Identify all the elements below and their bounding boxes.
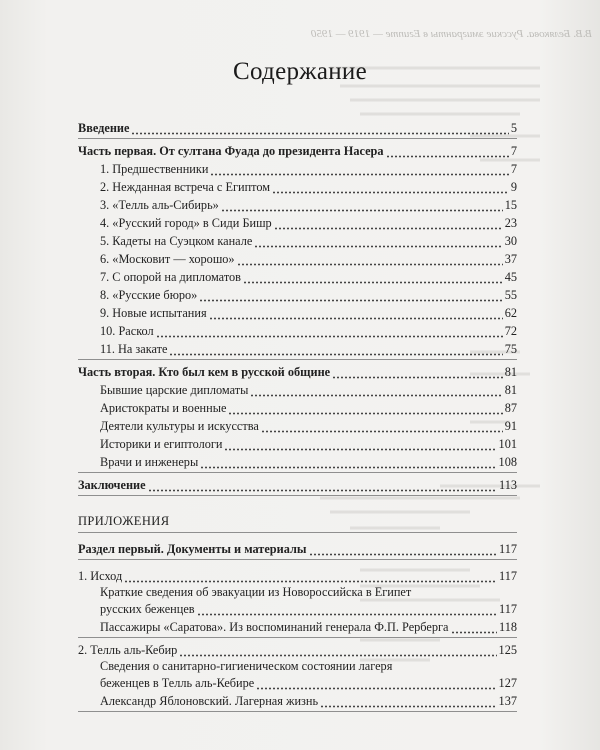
toc-page-number: 72	[504, 324, 517, 338]
toc-page-number: 117	[499, 602, 517, 616]
toc-label: 9. Новые испытания	[100, 306, 207, 320]
toc-page-number: 101	[498, 437, 517, 451]
dot-leader	[200, 458, 496, 469]
dot-leader	[320, 697, 496, 708]
dot-leader	[250, 386, 502, 397]
dot-leader	[224, 440, 496, 451]
toc-entry	[78, 302, 517, 320]
dot-leader	[156, 327, 503, 338]
toc-entry	[78, 320, 517, 338]
toc-label: Часть первая. От султана Фуада до президента Насера	[78, 144, 384, 158]
toc-entry	[78, 266, 517, 284]
toc-entry-intro	[78, 117, 517, 135]
toc-label: Врачи и инженеры	[100, 455, 199, 469]
toc-entry	[78, 397, 517, 415]
toc-page-number: 45	[504, 270, 517, 284]
toc-page-number: 108	[498, 455, 517, 469]
divider	[78, 495, 517, 496]
toc-label: 1. Предшественники	[100, 162, 209, 176]
dot-leader	[261, 422, 503, 433]
toc-page-number: 81	[504, 365, 517, 379]
toc-entry-yablonovsky	[78, 690, 517, 708]
appendix-heading: ПРИЛОЖЕНИЯ	[78, 514, 170, 528]
divider	[78, 711, 517, 712]
toc-page-number: 75	[504, 342, 517, 356]
toc-label: Раздел первый. Документы и материалы	[78, 542, 307, 556]
toc-entry-sanitary	[78, 657, 517, 690]
toc-entry-saratov	[78, 616, 517, 634]
dot-leader	[254, 237, 502, 248]
toc-label: Пассажиры «Саратова». Из воспоминаний генерала Ф.П. Рерберга	[100, 620, 449, 634]
toc-page-number: 5	[510, 121, 517, 135]
divider	[78, 637, 517, 638]
dot-leader	[451, 623, 497, 634]
toc-label-continued: русских беженцев	[100, 602, 195, 616]
toc-entry	[78, 284, 517, 302]
toc-label: Часть вторая. Кто был кем в русской общине	[78, 365, 331, 379]
divider	[78, 559, 517, 560]
divider	[78, 532, 517, 533]
divider	[78, 138, 517, 139]
dot-leader	[124, 572, 497, 583]
dot-leader	[256, 679, 496, 690]
toc-label: Сведения о санитарно-гигиеническом состоянии лагеря	[100, 659, 393, 673]
toc-label: 10. Раскол	[100, 324, 154, 338]
toc-page-number: 117	[499, 569, 517, 583]
toc-page-number: 55	[504, 288, 517, 302]
toc-label: Краткие сведения об эвакуации из Новороссийска в Египет	[100, 585, 412, 599]
dot-leader	[386, 147, 509, 158]
toc-entry	[78, 158, 517, 176]
toc-page-number: 137	[498, 694, 517, 708]
dot-leader	[197, 605, 497, 616]
toc-entry	[78, 230, 517, 248]
dot-leader	[274, 219, 503, 230]
toc-entry	[78, 212, 517, 230]
dot-leader	[169, 345, 502, 356]
toc-entry-ch2	[78, 639, 517, 657]
toc-entry-conclusion	[78, 474, 517, 492]
toc-entry-part1	[78, 140, 517, 158]
divider	[78, 359, 517, 360]
toc-page-number: 117	[499, 542, 517, 556]
dot-leader	[148, 481, 497, 492]
toc-entry	[78, 379, 517, 397]
toc-page-number: 118	[499, 620, 517, 634]
mirrored-running-header: B.B. Белякова. Русские эмигранты в Египте — 1919 — 1950	[310, 28, 592, 40]
toc-label: 1. Исход	[78, 569, 123, 583]
divider	[78, 472, 517, 473]
toc-page-number: 91	[504, 419, 517, 433]
toc-page-number: 125	[498, 643, 517, 657]
dot-leader	[131, 124, 508, 135]
dot-leader	[228, 404, 502, 415]
toc-page-number: 7	[510, 162, 517, 176]
toc-page-number: 15	[504, 198, 517, 212]
table-of-contents	[78, 117, 517, 713]
toc-label: 5. Кадеты на Суэцком канале	[100, 234, 253, 248]
toc-page-number: 62	[504, 306, 517, 320]
toc-label: 3. «Телль аль-Сибирь»	[100, 198, 219, 212]
toc-page-number: 37	[504, 252, 517, 266]
toc-label: 6. «Московит — хорошо»	[100, 252, 235, 266]
toc-label: 7. С опорой на дипломатов	[100, 270, 241, 284]
dot-leader	[309, 545, 498, 556]
dot-leader	[243, 273, 503, 284]
toc-label: 11. На закате	[100, 342, 168, 356]
toc-entry-ch1	[78, 565, 517, 583]
toc-entry-section1	[78, 538, 517, 556]
dot-leader	[221, 201, 503, 212]
toc-page-number: 23	[504, 216, 517, 230]
toc-entry	[78, 194, 517, 212]
dot-leader	[209, 309, 503, 320]
toc-entry-evacuation	[78, 583, 517, 616]
toc-label: Деятели культуры и искусства	[100, 419, 259, 433]
toc-label-continued: беженцев в Телль аль-Кебире	[100, 676, 255, 690]
toc-label: Введение	[78, 121, 130, 135]
toc-entry	[78, 451, 517, 469]
toc-entry	[78, 338, 517, 356]
dot-leader	[179, 646, 496, 657]
toc-entry	[78, 248, 517, 266]
toc-page-number: 113	[499, 478, 517, 492]
toc-entry	[78, 176, 517, 194]
toc-label: Заключение	[78, 478, 146, 492]
toc-page-number: 30	[504, 234, 517, 248]
toc-label: 8. «Русские бюро»	[100, 288, 198, 302]
dot-leader	[272, 183, 509, 194]
toc-label: Историки и египтологи	[100, 437, 223, 451]
toc-label: Бывшие царские дипломаты	[100, 383, 249, 397]
page-title: Содержание	[233, 58, 367, 85]
toc-page-number: 127	[498, 676, 517, 690]
toc-page-number: 87	[504, 401, 517, 415]
toc-label: Александр Яблоновский. Лагерная жизнь	[100, 694, 319, 708]
toc-entry	[78, 433, 517, 451]
toc-label: Аристократы и военные	[100, 401, 227, 415]
toc-label: 2. Нежданная встреча с Египтом	[100, 180, 271, 194]
dot-leader	[237, 255, 503, 266]
toc-entry	[78, 415, 517, 433]
dot-leader	[332, 368, 503, 379]
toc-page-number: 7	[510, 144, 517, 158]
dot-leader	[199, 291, 502, 302]
toc-page-number: 81	[504, 383, 517, 397]
toc-label: 4. «Русский город» в Сиди Бишр	[100, 216, 272, 230]
toc-entry-part2	[78, 361, 517, 379]
dot-leader	[210, 165, 508, 176]
toc-page-number: 9	[510, 180, 517, 194]
toc-label: 2. Телль аль-Кебир	[78, 643, 178, 657]
